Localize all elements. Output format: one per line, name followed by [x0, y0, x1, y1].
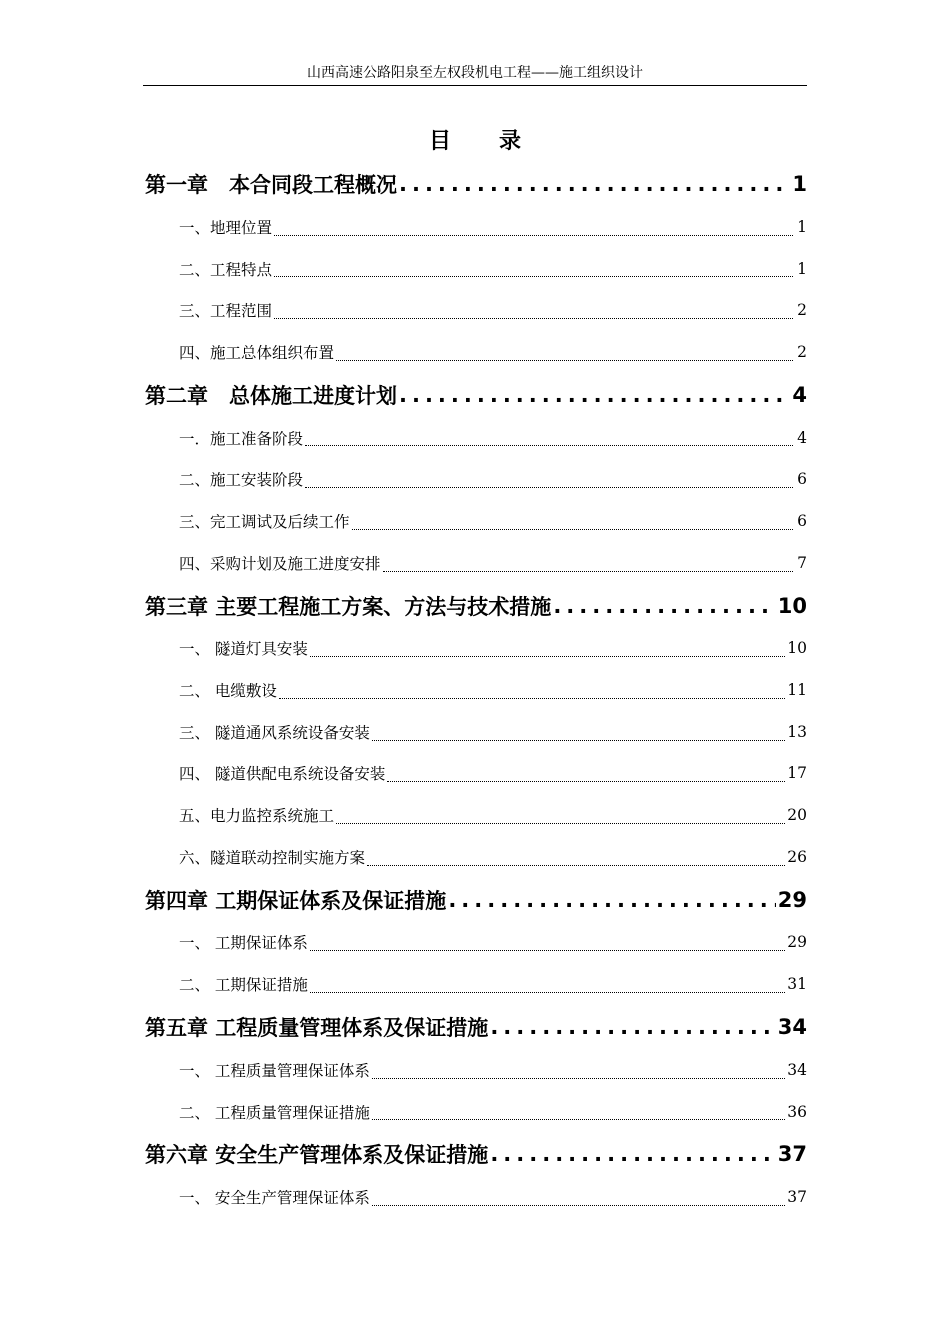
- toc-entry[interactable]: [145, 417, 807, 459]
- dot-leader: [367, 864, 785, 866]
- toc-entry-page: 26: [787, 847, 807, 866]
- toc-entry[interactable]: [145, 753, 807, 795]
- dot-leader: [336, 822, 785, 824]
- toc-entry-page: 6: [797, 511, 807, 530]
- toc-entry-label: 四、采购计划及施工进度安排: [179, 554, 381, 573]
- dot-leader: [305, 444, 793, 446]
- toc-entry[interactable]: [145, 1005, 807, 1049]
- toc-entry[interactable]: [145, 836, 807, 878]
- dot-leader: [387, 780, 785, 782]
- toc-entry-label: 第六章 安全生产管理体系及保证措施: [145, 1143, 489, 1168]
- dot-leader: [490, 1142, 775, 1166]
- toc-entry-label: 一、 工期保证体系: [179, 934, 308, 953]
- toc-entry[interactable]: [145, 1049, 807, 1091]
- toc-entry-label: 二、施工安装阶段: [179, 471, 304, 490]
- toc-entry[interactable]: [145, 162, 807, 206]
- dot-leader: [305, 486, 793, 488]
- toc-entry[interactable]: [145, 206, 807, 248]
- toc-entry-label: 一、 安全生产管理保证体系: [179, 1189, 370, 1208]
- toc-entry[interactable]: [145, 248, 807, 290]
- toc-entry[interactable]: [145, 373, 807, 417]
- dot-leader: [274, 317, 793, 319]
- toc-entry-page: 6: [797, 470, 807, 489]
- toc-entry-label: 二、 电缆敷设: [179, 682, 277, 701]
- toc-entry[interactable]: [145, 1176, 807, 1218]
- toc-entry-page: 31: [787, 975, 807, 994]
- dot-leader: [383, 570, 793, 572]
- toc-entry-label: 二、 工期保证措施: [179, 976, 308, 995]
- toc-entry-page: 29: [787, 933, 807, 952]
- toc-entry-label: 第五章 工程质量管理体系及保证措施: [145, 1016, 489, 1040]
- toc-entry-label: 四、施工总体组织布置: [179, 343, 335, 362]
- toc-entry[interactable]: [145, 794, 807, 836]
- dot-leader: [352, 528, 793, 530]
- toc-entry-page: 10: [787, 639, 807, 658]
- toc-entry[interactable]: [145, 963, 807, 1005]
- toc-entry-page: 4: [797, 428, 807, 447]
- toc-entry-page: 34: [787, 1060, 807, 1079]
- toc-entry-label: 三、完工调试及后续工作: [179, 512, 350, 531]
- dot-leader: [372, 739, 785, 741]
- toc-entry-label: 三、工程范围: [179, 302, 273, 321]
- toc-entry-label: 三、 隧道通风系统设备安装: [179, 723, 370, 742]
- dot-leader: [279, 697, 785, 699]
- toc-entry-label: 六、隧道联动控制实施方案: [179, 848, 366, 867]
- toc-entry-page: 20: [787, 806, 807, 825]
- toc-entry-page: 2: [797, 342, 807, 361]
- toc-entry-label: 一、 工程质量管理保证体系: [179, 1061, 370, 1080]
- table-of-contents: [145, 162, 807, 1218]
- toc-entry-page: 4: [792, 382, 807, 407]
- toc-entry[interactable]: [145, 500, 807, 542]
- toc-entry-page: 1: [797, 217, 807, 236]
- dot-leader: [274, 275, 793, 277]
- toc-entry-label: 一．施工准备阶段: [179, 429, 304, 448]
- toc-entry[interactable]: [145, 1132, 807, 1176]
- toc-entry-page: 29: [777, 887, 807, 912]
- toc-entry-page: 13: [787, 722, 807, 741]
- dot-leader: [448, 888, 775, 912]
- toc-entry-label: 第三章 主要工程施工方案、方法与技术措施: [145, 594, 552, 619]
- toc-entry[interactable]: [145, 331, 807, 373]
- dot-leader: [490, 1015, 775, 1039]
- toc-entry[interactable]: [145, 922, 807, 964]
- toc-entry-label: 四、 隧道供配电系统设备安装: [179, 765, 386, 784]
- toc-entry-page: 17: [787, 764, 807, 783]
- toc-entry-page: 7: [797, 553, 807, 572]
- toc-entry-page: 1: [797, 259, 807, 278]
- toc-entry[interactable]: [145, 584, 807, 628]
- toc-entry-page: 2: [797, 301, 807, 320]
- dot-leader: [553, 594, 775, 618]
- toc-entry-label: 一、地理位置: [179, 218, 273, 237]
- toc-entry-page: 11: [787, 681, 807, 700]
- toc-entry[interactable]: [145, 289, 807, 331]
- dot-leader: [310, 655, 785, 657]
- toc-entry-label: 五、电力监控系统施工: [179, 807, 335, 826]
- dot-leader: [372, 1204, 785, 1206]
- page-header: 山西高速公路阳泉至左权段机电工程——施工组织设计: [143, 64, 807, 86]
- dot-leader: [274, 234, 793, 236]
- dot-leader: [372, 1077, 785, 1079]
- toc-entry[interactable]: [145, 458, 807, 500]
- toc-entry-page: 37: [777, 1142, 807, 1167]
- dot-leader: [336, 359, 793, 361]
- toc-entry-label: 一、 隧道灯具安装: [179, 640, 308, 659]
- toc-entry[interactable]: [145, 669, 807, 711]
- dot-leader: [399, 383, 790, 407]
- dot-leader: [310, 991, 785, 993]
- toc-entry[interactable]: [145, 542, 807, 584]
- toc-entry[interactable]: [145, 1091, 807, 1133]
- toc-entry-label: 第二章 总体施工进度计划: [145, 383, 397, 408]
- toc-entry-label: 二、 工程质量管理保证措施: [179, 1103, 370, 1122]
- toc-entry[interactable]: [145, 628, 807, 670]
- toc-entry-page: 34: [777, 1015, 807, 1039]
- toc-entry-page: 1: [792, 172, 807, 196]
- toc-entry-page: 36: [787, 1102, 807, 1121]
- toc-entry-page: 37: [787, 1188, 807, 1207]
- dot-leader: [310, 949, 785, 951]
- toc-entry-page: 10: [777, 593, 807, 618]
- toc-entry[interactable]: [145, 711, 807, 753]
- toc-title: 目录: [428, 129, 569, 154]
- toc-entry-label: 第四章 工期保证体系及保证措施: [145, 888, 447, 913]
- toc-entry[interactable]: [145, 878, 807, 922]
- toc-entry-label: 二、工程特点: [179, 260, 273, 279]
- toc-entry-label: 第一章 本合同段工程概况: [145, 173, 397, 197]
- dot-leader: [372, 1118, 785, 1120]
- dot-leader: [399, 172, 790, 196]
